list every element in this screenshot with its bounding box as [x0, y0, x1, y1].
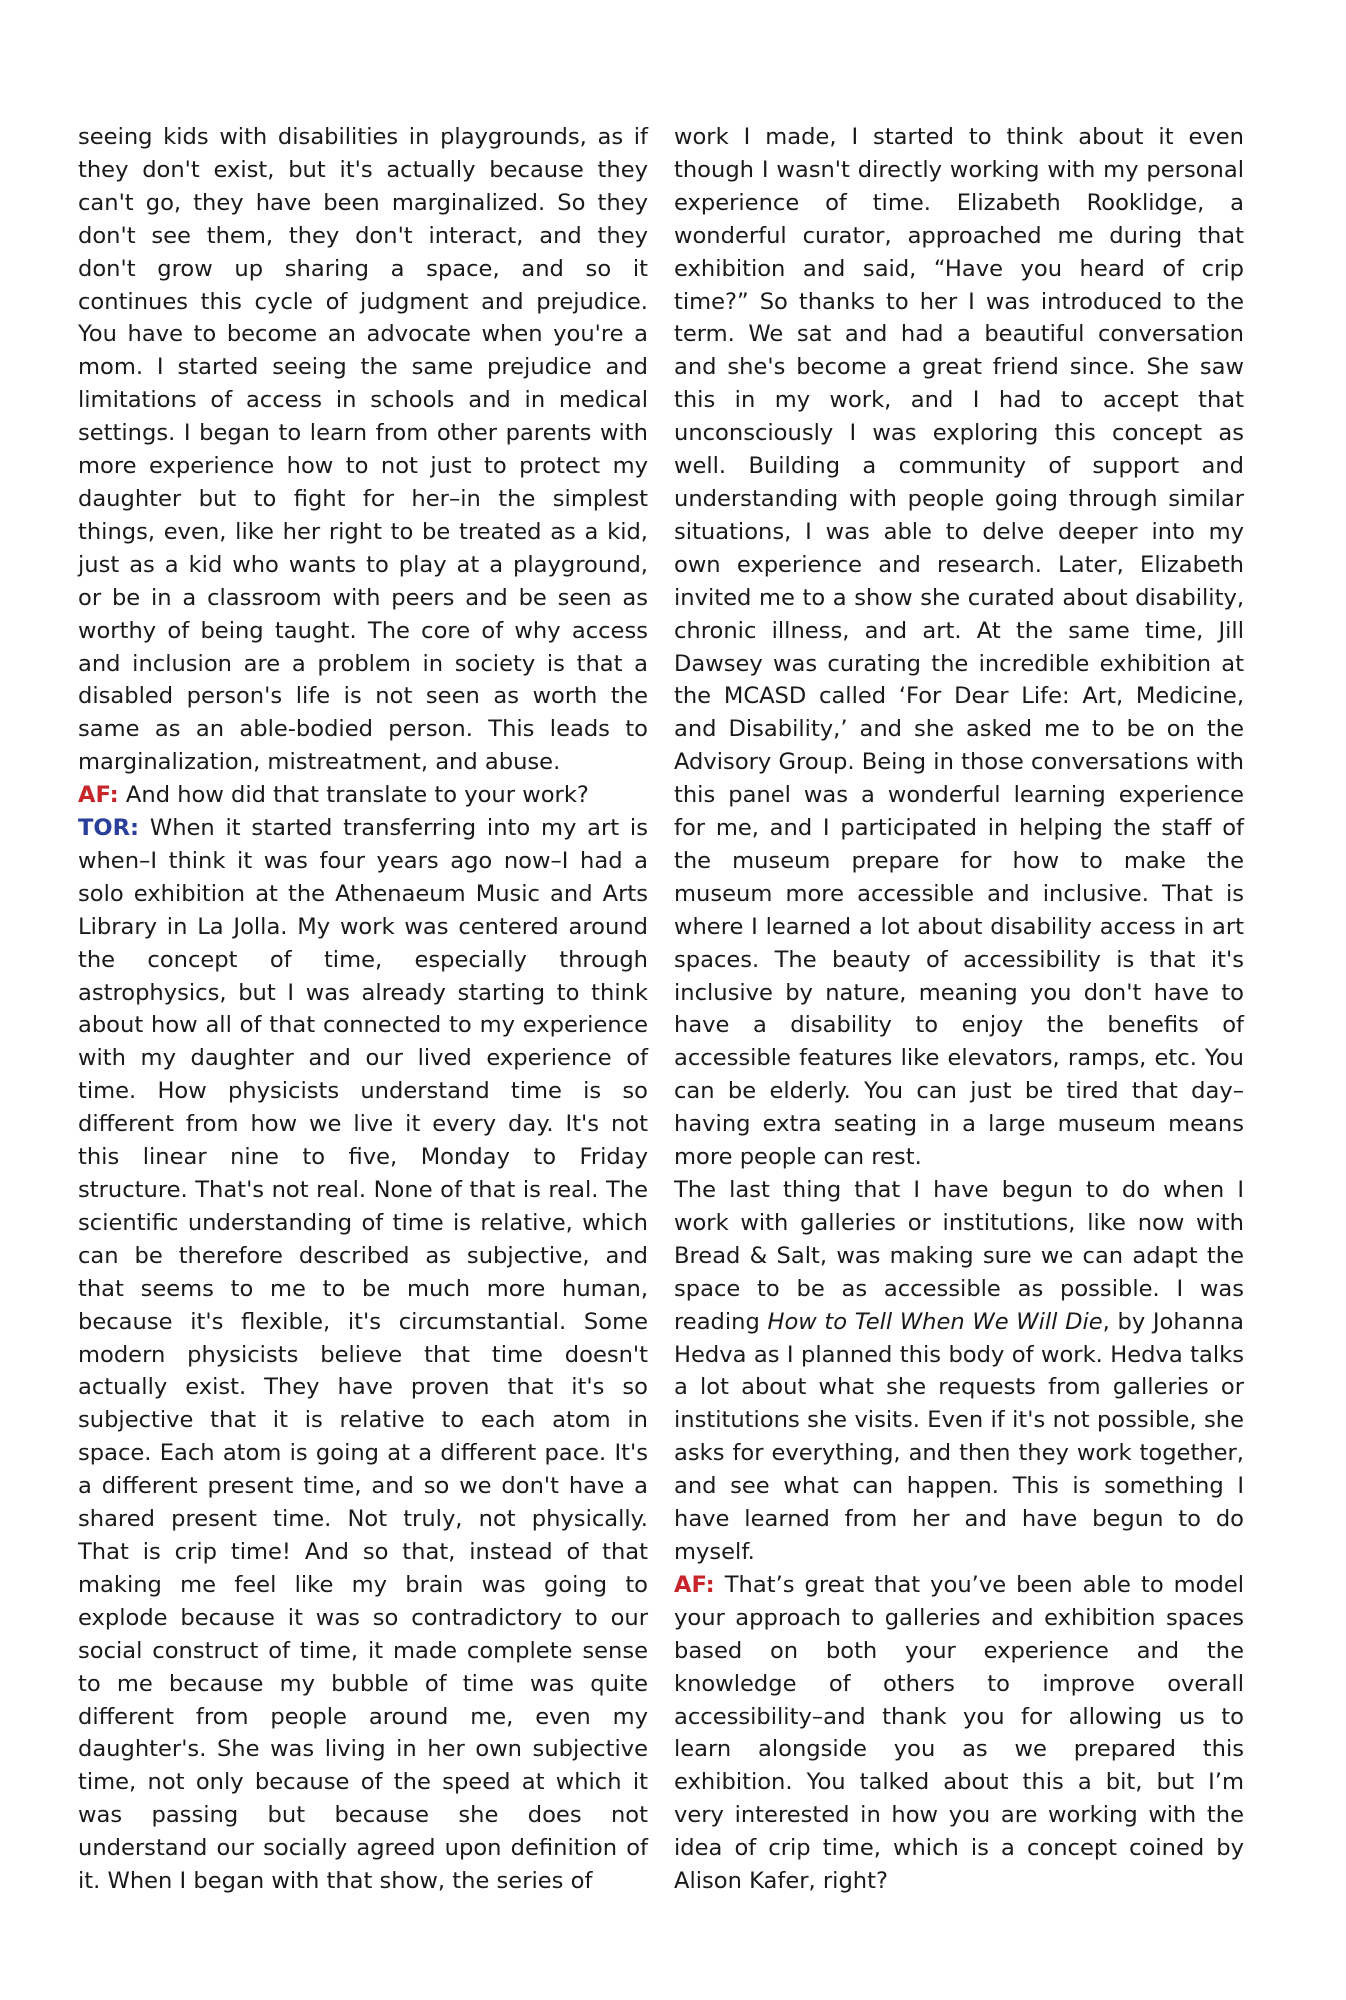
answer-text: When it started transferring into my art is when–I think it was four years ago now–I had a solo exhibition at the Athenaeum Music and Arts Library in La Jolla. My work was centered around the concept of time, especially through astrophysics, but I was already starting to think about how all of that connected to my experience with my daughter and our lived experience of time. How physicists understand time is so different from how we live it every day. It's not this linear nine to five, Monday to Friday structure. That's not real. None of that is real. The scientific understanding of time is relative, which can be therefore described as subjective, and that seems to me to be much more human, because it's flexible, it's circumstantial. Some modern physicists believe that time doesn't actually exist. They have proven that it's so subjective that it is relative to each atom in space. Each atom is going at a different pace. It's a different present time, and so we don't have a shared present time. Not truly, not physically. That is crip time! And so that, instead of that making me feel like my brain was going to explode because it was so contradictory to our social construct of time, it made complete sense to me because my bubble of time was quite different from people around me, even my daughter's. She was living in her own subjective time, not only because of the speed at which it was passing but because she does not understand our socially agreed upon definition of it. When I began with that show, the series of: [78, 815, 648, 1895]
speaker-label-af: AF:: [78, 782, 119, 809]
paragraph-text-before-title: The last thing that I have begun to do when I work with galleries or institutions, like now with Bread & Salt, was making sure we can adapt the space to be as accessible as possible. I was reading: [674, 1177, 1244, 1335]
question-translate-to-work: [78, 779, 648, 812]
paragraph-galleries-accessibility: [674, 1174, 1244, 1569]
question-text: And how did that translate to your work?: [118, 782, 589, 809]
left-column: [78, 121, 648, 1898]
question-crip-time-concept: [674, 1569, 1244, 1898]
question-text: That’s great that you’ve been able to model your approach to galleries and exhibition spaces based on both your experience and the knowledge of others to improve overall accessibility–and thank you for allowing us to learn alongside you as we prepared this exhibition. You talked about this a bit, but I’m very interested in how you are working with the idea of crip time, which is a concept coined by Alison Kafer, right?: [674, 1571, 1244, 1895]
paragraph-playgrounds: seeing kids with disabilities in playgrounds, as if they don't exist, but it's actually because they can't go, they have been marginalized. So they don't see them, they don't interact, and they don't grow up sharing a space, and so it continues this cycle of judgment and prejudice. You have to become an advocate when you're a mom. I started seeing the same prejudice and limitations of access in schools and in medical settings. I began to learn from other parents with more experience how to not just to protect my daughter but to fight for her–in the simplest things, even, like her right to be treated as a kid, just as a kid who wants to play at a playground, or be in a classroom with peers and be seen as worthy of being taught. The core of why access and inclusion are a problem in society is that a disabled person's life is not seen as worth the same as an able-bodied person. This leads to marginalization, mistreatment, and abuse.: [78, 124, 648, 776]
speaker-label-tor: TOR:: [78, 815, 140, 842]
answer-crip-time-origin: [78, 812, 648, 1898]
right-column: [674, 121, 1244, 1898]
paragraph-curator-introduction: work I made, I started to think about it even though I wasn't directly working with my personal experience of time. Elizabeth Rooklidge, a wonderful curator, approached me during that exhibition and said, “Have you heard of crip time?” So thanks to her I was introduced to the term. We sat and had a beautiful conversation and she's become a great friend since. She saw this in my work, and I had to accept that unconsciously I was exploring this concept as well. Building a community of support and understanding with people going through similar situations, I was able to delve deeper into my own experience and research. Later, Elizabeth invited me to a show she curated about disability, chronic illness, and art. At the same time, Jill Dawsey was curating the incredible exhibition at the MCASD called ‘For Dear Life: Art, Medicine, and Disability,’ and she asked me to be on the Advisory Group. Being in those conversations with this panel was a wonderful learning experience for me, and I participated in helping the staff of the museum prepare for how to make the museum more accessible and inclusive. That is where I learned a lot about disability access in art spaces. The beauty of accessibility is that it's inclusive by nature, meaning you don't have to have a disability to enjoy the benefits of accessible features like elevators, ramps, etc. You can be elderly. You can just be tired that day–having extra seating in a large museum means more people can rest.: [674, 124, 1244, 1171]
book-title: How to Tell When We Will Die: [767, 1308, 1103, 1335]
paragraph-text-after-title: , by Johanna Hedva as I planned this body of work. Hedva talks a lot about what she requests from galleries or institutions she visits. Even if it's not possible, she asks for everything, and then they work together, and see what can happen. This is something I have learned from her and have begun to do myself.: [674, 1308, 1244, 1565]
speaker-label-af: AF:: [674, 1571, 715, 1598]
